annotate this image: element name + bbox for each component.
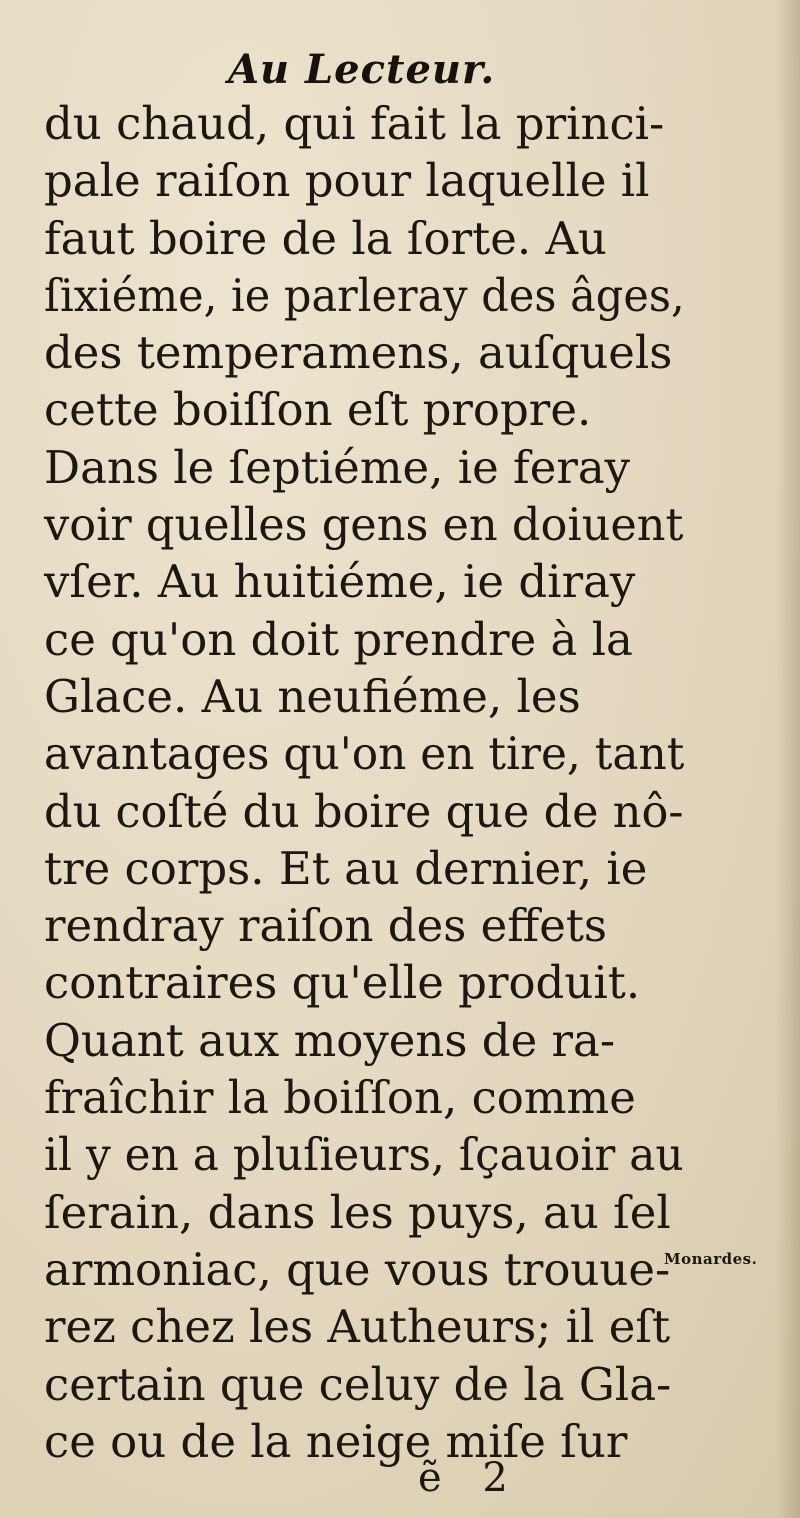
- text-line: vſer. Au huitiéme, ie diray: [44, 555, 636, 609]
- text-line: fraîchir la boiſſon, comme: [44, 1071, 636, 1125]
- text-line: ce ou de la neige miſe ſur: [44, 1414, 628, 1468]
- text-line: des temperamens, auſquels: [44, 326, 673, 380]
- text-line: tre corps. Et au dernier, ie: [44, 841, 648, 895]
- body-text: [44, 95, 684, 1470]
- text-line: armoniac, que vous trouue-: [44, 1242, 671, 1296]
- text-line: rendray raiſon des effets: [44, 899, 608, 953]
- signature-mark: ẽ 2: [418, 1455, 522, 1501]
- text-line: voir quelles gens en doiuent: [44, 498, 684, 552]
- text-line: faut boire de la ſorte. Au: [44, 211, 607, 265]
- page-edge-shadow: [776, 0, 800, 1518]
- text-line: il y en a pluſieurs, ſçauoir au: [44, 1128, 684, 1182]
- text-line: Dans le ſeptiéme, ie feray: [44, 440, 631, 494]
- text-line: ce qu'on doit prendre à la: [44, 612, 633, 666]
- text-line: du coſté du boire que de nô-: [44, 784, 684, 838]
- text-line: ſerain, dans les puys, au ſel: [44, 1185, 671, 1239]
- text-line: rez chez les Autheurs; il eſt: [44, 1300, 671, 1354]
- text-line: du chaud, qui fait la princi-: [44, 97, 665, 150]
- running-head: Au Lecteur.: [228, 46, 496, 93]
- text-line: Glace. Au neufiéme, les: [44, 669, 581, 723]
- text-line: certain que celuy de la Gla-: [44, 1357, 672, 1411]
- text-line: ſixiéme, ie parleray des âges,: [44, 268, 685, 322]
- text-line: avantages qu'on en tire, tant: [44, 727, 685, 781]
- margin-note: Monardes.: [664, 1250, 758, 1268]
- text-line: pale raiſon pour laquelle il: [44, 154, 650, 208]
- text-line: Quant aux moyens de ra-: [44, 1013, 616, 1067]
- text-line: cette boiſſon eſt propre.: [44, 383, 592, 437]
- text-line: contraires qu'elle produit.: [44, 956, 641, 1010]
